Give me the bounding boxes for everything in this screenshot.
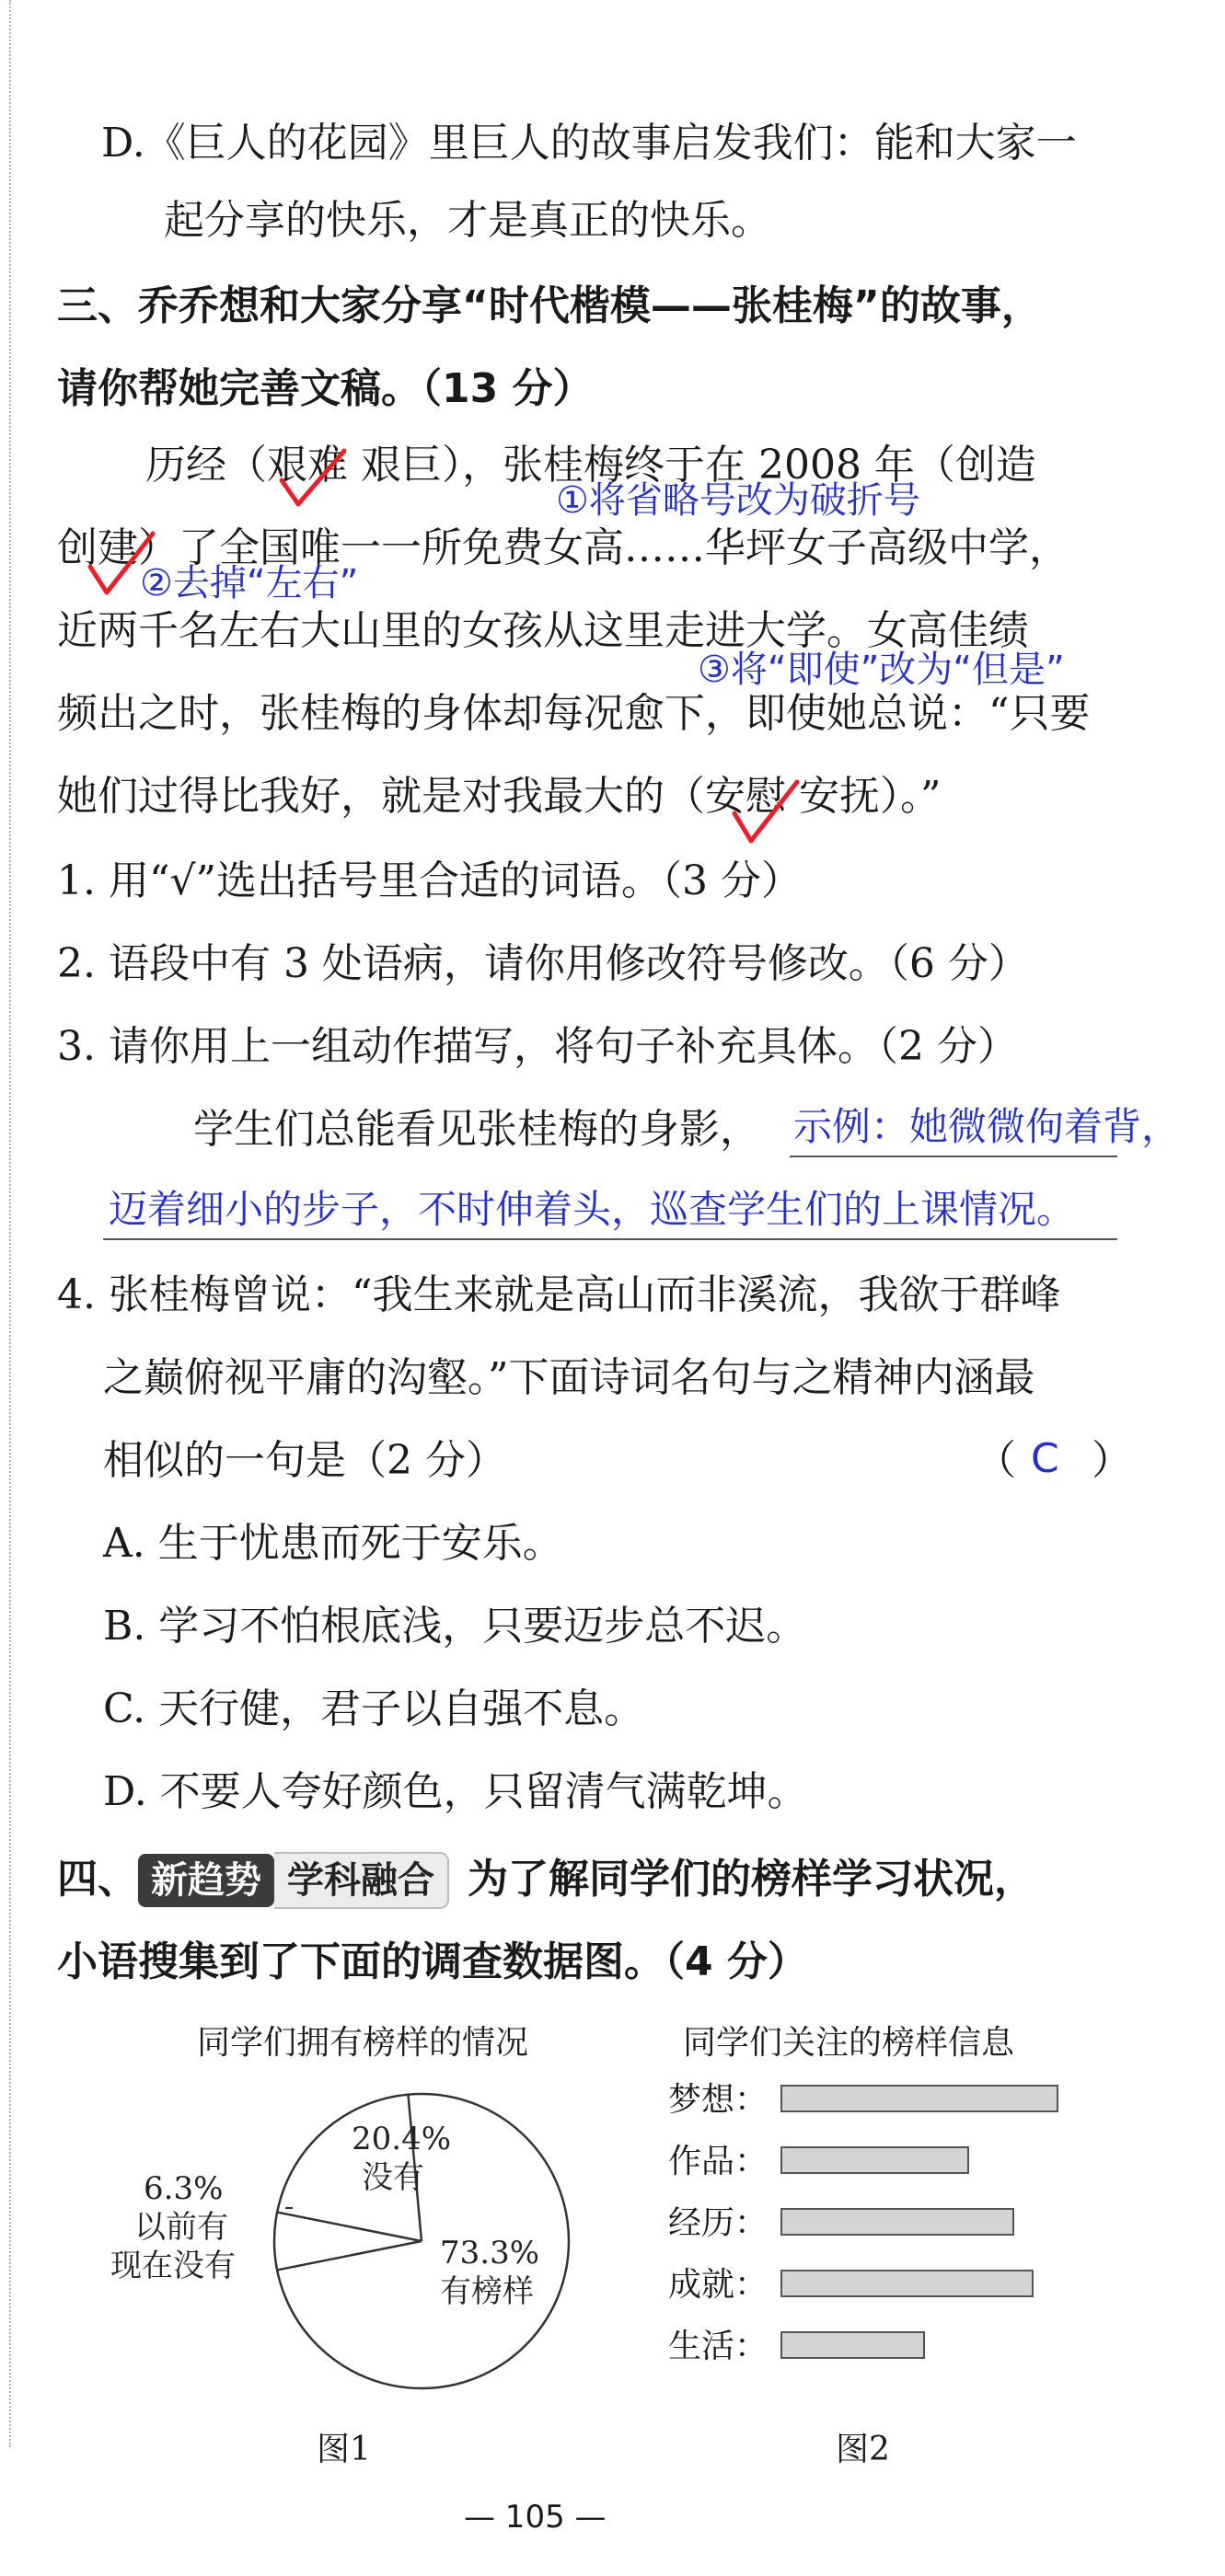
pie-label-value: 20.4% [352, 2121, 452, 2157]
option-d: D. 不要人夸好颜色，只留清气满乾坤。 [103, 1768, 808, 1815]
bar-category-label: 生活： [668, 2328, 769, 2365]
question-3-prompt: 学生们总能看见张桂梅的身影， [193, 1106, 760, 1153]
answer-paren-left: （ [976, 1437, 1016, 1484]
bar-category-label: 梦想： [668, 2081, 769, 2119]
pie-label-name-line1: 以前有 [134, 2209, 228, 2246]
question-3-answer-line1: 示例：她微微佝着背， [793, 1104, 1181, 1149]
bar-category-label: 成就： [668, 2266, 769, 2304]
check-mark-icon [276, 447, 350, 512]
question-4-line3: 相似的一句是（2 分） [103, 1437, 506, 1484]
margin-guide [9, 0, 11, 2447]
correction-note-1: ①将省略号改为破折号 [556, 479, 920, 522]
chart2-title: 同学们关注的榜样信息 [683, 2024, 1015, 2062]
question-4-line2: 之巅俯视平庸的沟壑。”下面诗词名句与之精神内涵最 [103, 1354, 1035, 1401]
option-d-line1: D.《巨人的花园》里巨人的故事启发我们：能和大家一 [101, 120, 1077, 167]
page-number: — 105 — [464, 2499, 607, 2536]
bar [780, 2085, 1058, 2112]
passage-line2: 创建）了全国唯一一所免费女高……华坪女子高级中学， [57, 524, 1069, 571]
bar-category-label: 作品： [668, 2143, 769, 2180]
bar [780, 2208, 1014, 2236]
pie-label-name-line2: 现在没有 [110, 2248, 236, 2284]
check-mark-icon [85, 528, 158, 598]
correction-note-3: ③将“即使”改为“但是” [698, 649, 1065, 691]
question-4-answer: C [1031, 1435, 1059, 1482]
section3-title-line2: 请你帮她完善文稿。（13 分） [57, 365, 594, 412]
bar-category-label: 经历： [668, 2204, 769, 2242]
chart1-caption: 图1 [317, 2431, 371, 2468]
passage-line5: 她们过得比我好，就是对我最大的（安慰 安抚）。” [57, 773, 942, 820]
section4-title-line1 [57, 1846, 1034, 1909]
correction-note-2: ②去掉“左右” [140, 562, 359, 604]
passage-line3: 近两千名左右大山里的女孩从这里走进大学。女高佳绩 [57, 607, 1029, 654]
answer-paren-right: ） [1092, 1437, 1132, 1484]
question-4-line1: 4. 张桂梅曾说：“我生来就是高山而非溪流，我欲于群峰 [57, 1271, 1061, 1318]
question-3: 3. 请你用上一组动作描写，将句子补充具体。（2 分） [57, 1023, 1018, 1070]
bar [780, 2270, 1034, 2297]
pie-chart [55, 2061, 607, 2410]
option-b: B. 学习不怕根底浅，只要迈步总不迟。 [103, 1603, 807, 1650]
section4-prefix: 四、 [57, 1856, 138, 1903]
section3-title-line1: 三、乔乔想和大家分享“时代楷模——张桂梅”的故事， [57, 282, 1042, 329]
answer-underline [790, 1156, 1117, 1157]
question-3-answer-line2: 迈着细小的步子，不时伸着头，巡查学生们的上课情况。 [109, 1187, 1076, 1232]
check-mark-icon [729, 778, 803, 848]
option-a: A. 生于忧患而死于安乐。 [103, 1520, 563, 1567]
bar [780, 2331, 925, 2359]
pie-label-name: 有榜样 [440, 2273, 534, 2310]
chart1-title: 同学们拥有榜样的情况 [197, 2024, 529, 2062]
section4-text1: 为了解同学们的榜样学习状况， [468, 1856, 1034, 1903]
question-1: 1. 用“√”选出括号里合适的词语。（3 分） [57, 857, 802, 904]
passage-line1: 历经（艰难 艰巨），张桂梅终于在 2008 年（创造 [145, 442, 1036, 489]
pie-label-value: 6.3% [144, 2170, 224, 2207]
answer-underline [103, 1238, 1117, 1240]
bar [780, 2146, 969, 2174]
pie-label-name: 没有 [362, 2159, 424, 2196]
chart2-caption: 图2 [836, 2431, 890, 2468]
trend-tag: 新趋势 [138, 1854, 274, 1907]
subject-fusion-tag: 学科融合 [274, 1852, 449, 1909]
question-2: 2. 语段中有 3 处语病，请你用修改符号修改。（6 分） [57, 940, 1029, 987]
pie-label-value: 73.3% [440, 2235, 540, 2271]
passage-line4: 频出之时，张桂梅的身体却每况愈下，即使她总说：“只要 [57, 690, 1091, 737]
section4-title-line2: 小语搜集到了下面的调查数据图。（4 分） [57, 1938, 808, 1985]
option-d-line2: 起分享的快乐，才是真正的快乐。 [164, 197, 771, 244]
option-c: C. 天行健，君子以自强不息。 [103, 1685, 645, 1732]
